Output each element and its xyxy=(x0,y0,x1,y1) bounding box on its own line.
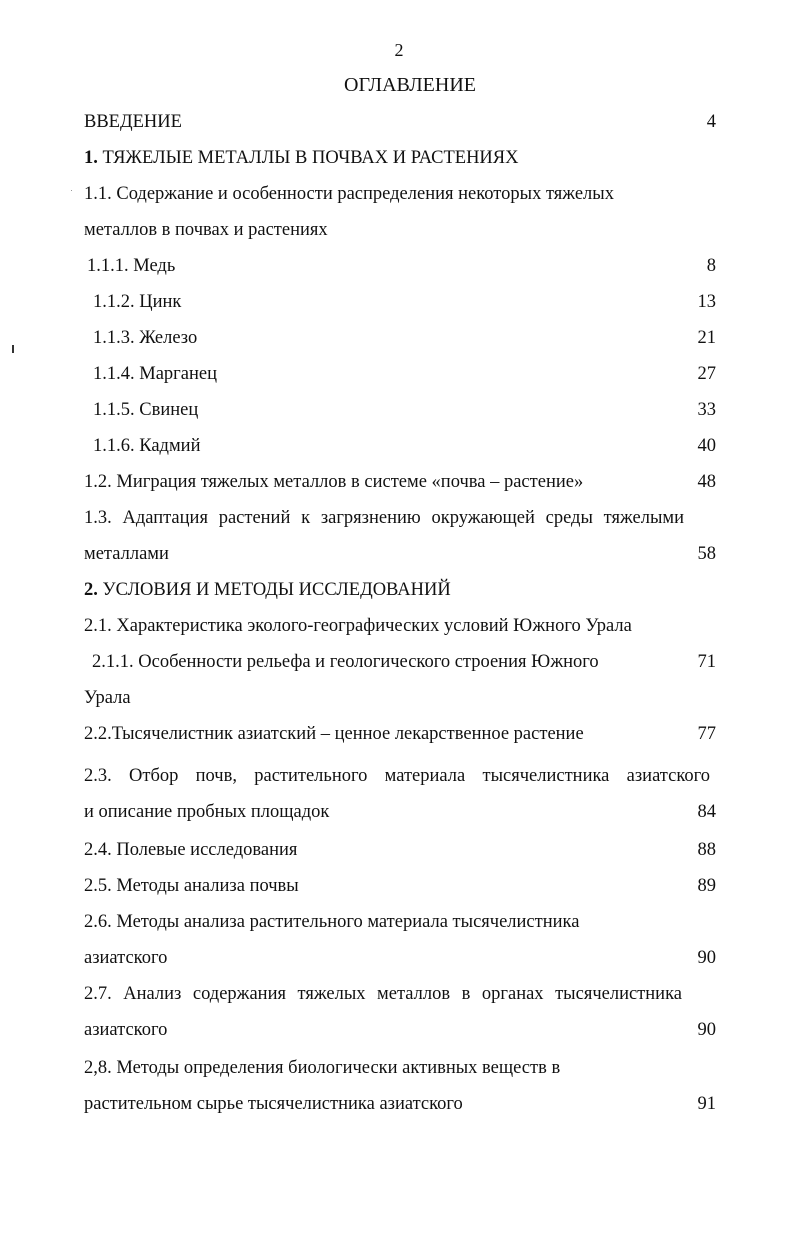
toc-entry-line: 2.1.1. Особенности рельефа и геологического строения Южного xyxy=(92,652,599,672)
toc-entry-line: 2.3. Отбор почв, растительного материала тысячелистника азиатского xyxy=(84,766,710,786)
chapter-title: УСЛОВИЯ И МЕТОДЫ ИССЛЕДОВАНИЙ xyxy=(97,580,451,600)
toc-page-number: 90 xyxy=(697,948,716,968)
chapter-number: 1. xyxy=(84,148,98,168)
toc-entry: 1.1.4. Марганец xyxy=(93,364,217,384)
toc-entry-line: 2.6. Методы анализа растительного материала тысячелистника xyxy=(84,912,580,932)
scan-speck xyxy=(71,190,72,191)
toc-page-number: 48 xyxy=(697,472,716,492)
toc-page-number: 40 xyxy=(697,436,716,456)
toc-entry: 2.4. Полевые исследования xyxy=(84,840,298,860)
toc-entry: 1.1.5. Свинец xyxy=(93,400,199,420)
toc-page-number: 8 xyxy=(706,256,716,276)
toc-entry: 1.1.2. Цинк xyxy=(93,292,182,312)
toc-page-number: 77 xyxy=(697,724,716,744)
toc-page-number: 27 xyxy=(697,364,716,384)
toc-entry-line: Урала xyxy=(84,688,131,708)
toc-entry-line: азиатского xyxy=(84,948,168,968)
toc-page-number: 13 xyxy=(697,292,716,312)
toc-entry: 1.2. Миграция тяжелых металлов в системе «почва – растение» xyxy=(84,472,584,492)
toc-entry-line: металлов в почвах и растениях xyxy=(84,220,328,240)
toc-page-number: 33 xyxy=(697,400,716,420)
toc-entry: 1.1.1. Медь xyxy=(87,256,176,276)
chapter-number: 2. xyxy=(84,580,98,600)
toc-page-number: 58 xyxy=(697,544,716,564)
toc-page-number: 88 xyxy=(697,840,716,860)
page-number: 2 xyxy=(394,40,404,60)
toc-entry: 2.1. Характеристика эколого-географических условий Южного Урала xyxy=(84,616,632,636)
toc-entry-introduction: ВВЕДЕНИЕ xyxy=(84,112,182,132)
scan-speck xyxy=(12,345,14,353)
toc-entry-line: 2.7. Анализ содержания тяжелых металлов в органах тысячелистника xyxy=(84,984,682,1004)
toc-entry-line: растительном сырье тысячелистника азиатского xyxy=(84,1094,463,1114)
toc-chapter-1 xyxy=(84,146,519,170)
toc-entry: 1.1.6. Кадмий xyxy=(93,436,201,456)
toc-entry-line: и описание пробных площадок xyxy=(84,802,330,822)
toc-entry-line: азиатского xyxy=(84,1020,168,1040)
toc-entry-line: 1.1. Содержание и особенности распределения некоторых тяжелых xyxy=(84,184,614,204)
toc-chapter-2 xyxy=(84,578,451,602)
toc-entry-line: 1.3. Адаптация растений к загрязнению окружающей среды тяжелыми xyxy=(84,508,684,528)
toc-entry: 2.2.Тысячелистник азиатский – ценное лекарственное растение xyxy=(84,724,584,744)
toc-page-number: 84 xyxy=(697,802,716,822)
toc-entry-line: 2,8. Методы определения биологически активных веществ в xyxy=(84,1058,561,1078)
toc-page-number: 89 xyxy=(697,876,716,896)
toc-entry-line: металлами xyxy=(84,544,169,564)
toc-page-number: 90 xyxy=(697,1020,716,1040)
toc-page-number: 21 xyxy=(697,328,716,348)
toc-page-number: 91 xyxy=(697,1094,716,1114)
toc-page-number: 71 xyxy=(697,652,716,672)
toc-entry: 2.5. Методы анализа почвы xyxy=(84,876,299,896)
toc-heading: ОГЛАВЛЕНИЕ xyxy=(344,74,476,96)
toc-page-number: 4 xyxy=(706,112,716,132)
toc-entry: 1.1.3. Железо xyxy=(93,328,198,348)
chapter-title: ТЯЖЕЛЫЕ МЕТАЛЛЫ В ПОЧВАХ И РАСТЕНИЯХ xyxy=(97,148,519,168)
